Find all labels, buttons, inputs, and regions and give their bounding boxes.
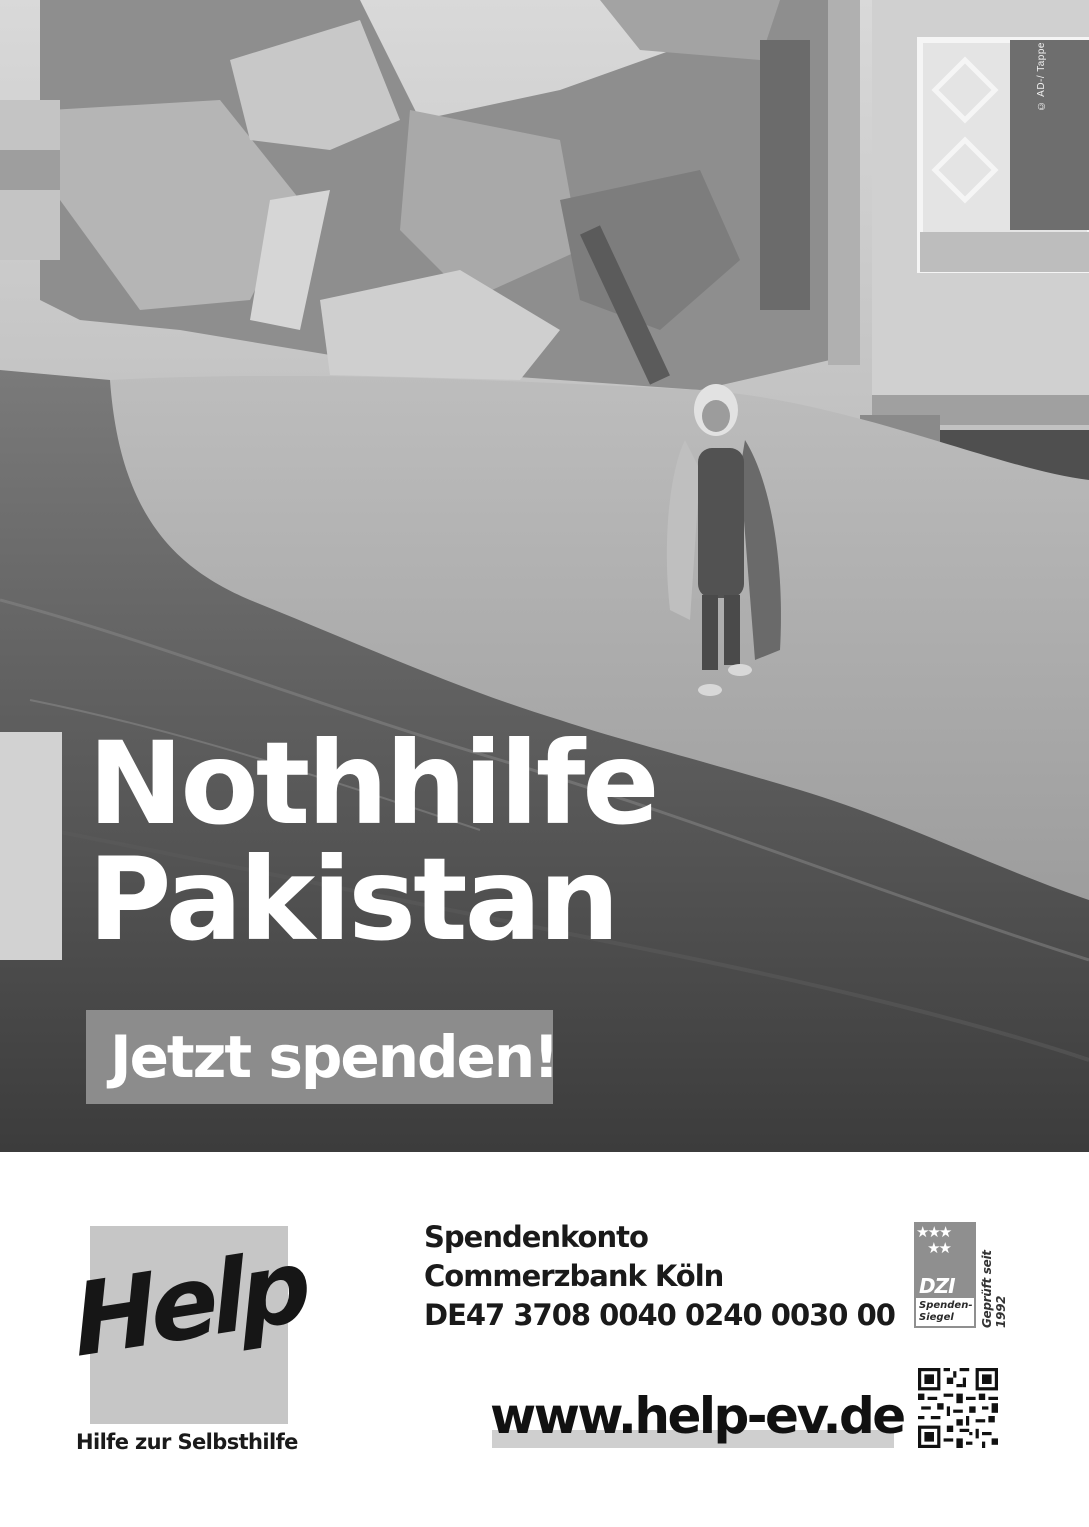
dzi-seal [914,1222,976,1328]
star-icon: ★★★ ★★ [916,1223,951,1257]
account-title: Spendenkonto [424,1220,648,1254]
help-logo-tagline: Hilfe zur Selbsthilfe [76,1430,298,1454]
headline [88,717,657,966]
donate-now-button[interactable]: Jetzt spenden! [86,1010,553,1104]
dzi-label-line-1: Spenden- [919,1300,973,1311]
dzi-mark: DZI [919,1274,955,1298]
account-bank: Commerzbank Köln [424,1259,724,1293]
photo-credit: © AD-/ Tappe [1036,42,1047,112]
dzi-label-line-2: Siegel [919,1312,954,1323]
dzi-label [916,1298,974,1326]
account-iban: DE47 3708 0040 0240 0030 00 [424,1298,895,1332]
accent-bar [0,732,62,960]
headline-line-2: Pakistan [88,833,617,966]
donation-account [424,1218,895,1335]
help-logo-wordmark: Help [68,1226,310,1380]
dzi-side-text: Geprüft seit 1992 [980,1250,1008,1328]
website-link[interactable]: www.help-ev.de [490,1387,904,1445]
qr-code-icon[interactable] [918,1368,998,1448]
headline-line-1: Nothhilfe [88,717,657,850]
